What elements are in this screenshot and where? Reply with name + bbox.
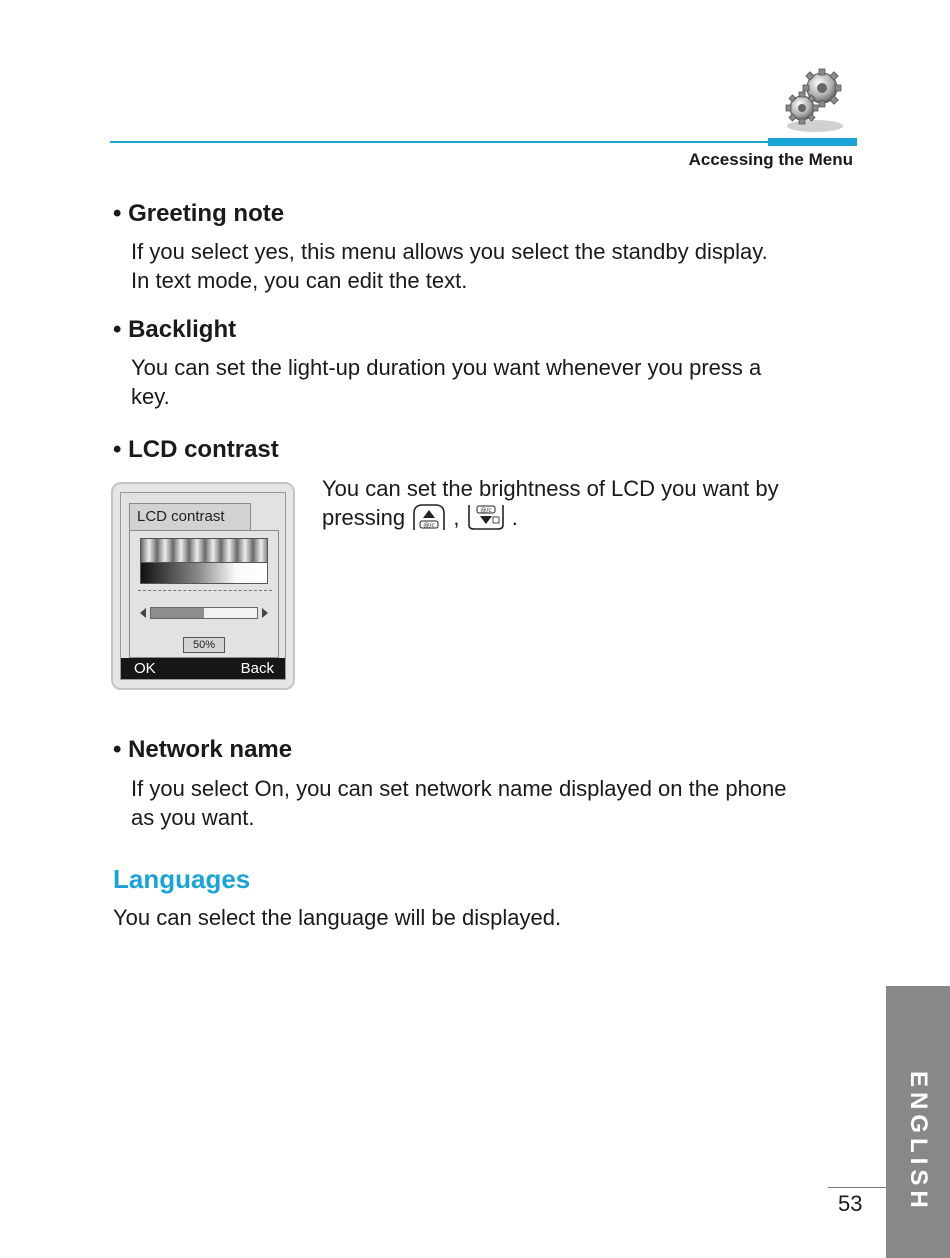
- greeting-note-line-1: If you select yes, this menu allows you select the standby display.: [131, 239, 768, 264]
- softkey-bar: [121, 658, 286, 679]
- greeting-note-heading: • Greeting note: [113, 200, 285, 227]
- pressing-label: pressing: [322, 505, 406, 530]
- languages-heading: Languages: [113, 864, 251, 894]
- page-number: 53: [838, 1191, 863, 1216]
- phone-screenshot: [111, 482, 295, 690]
- lcd-contrast-text: [322, 474, 862, 532]
- dashed-divider: [138, 590, 272, 591]
- svg-text:@/c: @/c: [423, 522, 435, 529]
- phone-tab-label: LCD contrast: [129, 503, 251, 531]
- backlight-heading: • Backlight: [113, 316, 237, 343]
- header-rule: [110, 141, 768, 143]
- lcd-contrast-heading: • LCD contrast: [113, 436, 279, 463]
- lcd-contrast-line-1: You can set the brightness of LCD you want by: [322, 476, 779, 501]
- ok-softkey: OK: [134, 660, 156, 677]
- lcd-contrast-line-2: [322, 503, 862, 532]
- language-side-tab: [886, 986, 950, 1258]
- left-arrow-icon: [140, 608, 146, 618]
- page-header-title: Accessing the Menu: [688, 150, 853, 169]
- contrast-pattern-bar: [140, 538, 268, 562]
- language-side-tab-label: ENGLISH: [905, 1071, 932, 1213]
- back-softkey: Back: [240, 660, 274, 677]
- page-number-rule: [828, 1187, 886, 1188]
- contrast-value: 50%: [183, 637, 225, 653]
- backlight-text: [131, 353, 861, 411]
- right-arrow-icon: [262, 608, 268, 618]
- svg-text:@/c: @/c: [479, 507, 492, 514]
- contrast-slider-fill: [151, 608, 204, 618]
- header-tab: [768, 138, 857, 146]
- contrast-panel: [129, 530, 279, 658]
- backlight-line-2: key.: [131, 384, 170, 409]
- network-name-text: [131, 774, 861, 832]
- network-name-heading: • Network name: [113, 736, 293, 763]
- contrast-gradient-bar: [140, 562, 268, 584]
- greeting-note-text: [131, 237, 861, 295]
- up-volume-key-icon: [411, 503, 447, 531]
- down-volume-key-icon: [466, 503, 506, 531]
- sentence-end: .: [511, 505, 518, 530]
- contrast-slider: [150, 607, 258, 619]
- network-name-line-2: as you want.: [131, 805, 255, 830]
- greeting-note-line-2: In text mode, you can edit the text.: [131, 268, 468, 293]
- network-name-line-1: If you select On, you can set network name displayed on the phone: [131, 776, 787, 801]
- phone-display: [120, 492, 286, 680]
- key-separator: ,: [453, 505, 460, 530]
- gears-icon: [784, 68, 846, 134]
- languages-text: You can select the language will be displayed.: [113, 905, 562, 930]
- backlight-line-1: You can set the light-up duration you want whenever you press a: [131, 355, 762, 380]
